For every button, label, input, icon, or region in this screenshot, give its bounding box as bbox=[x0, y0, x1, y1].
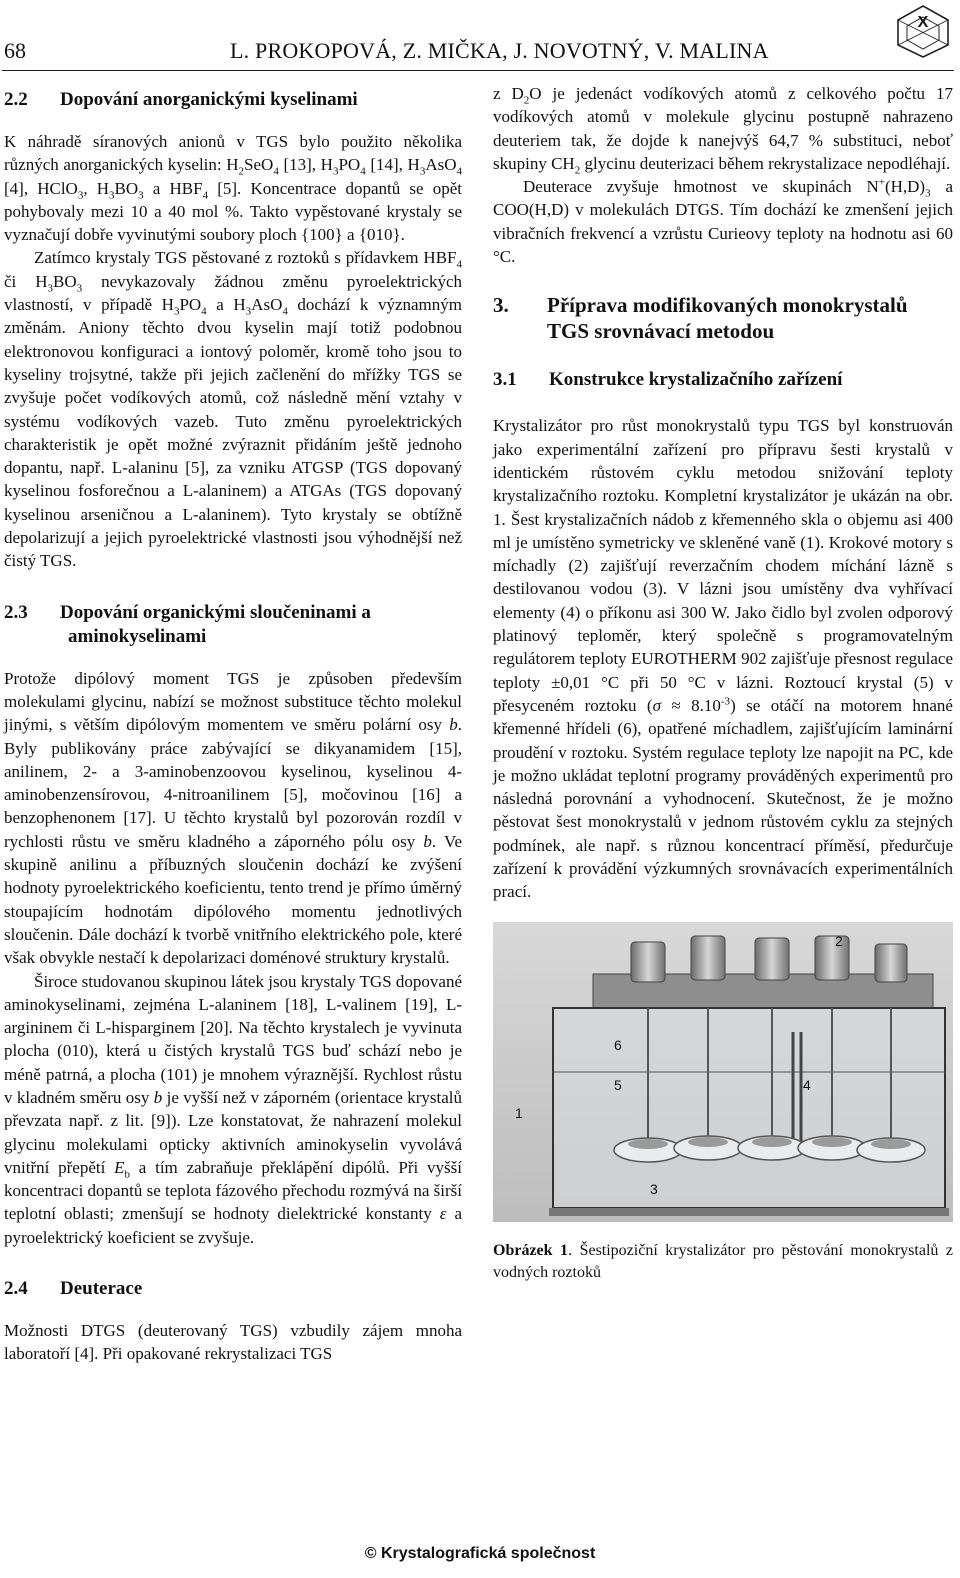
section-2-4-heading: 2.4 Deuterace bbox=[4, 1278, 143, 1300]
paragraph-pyroelectric-changes: Zatímco krystaly TGS pěstované z roztoků s přídavkem $HBF_4$ či $H_3BO_3$ nevykazovaly žádnou změnu pyroelektrických vlastností, v případě $H_3PO_4$ a $H_3AsO_4$ dochází k významným změnám. Aniony těchto dvou kyselin mají totiž podobnou elektronovou konfiguraci a iontový poloměr, kromě toho jsou to kyseliny trojsytné, takže při jejich začlenění do mřížky TGS se zvyšuje počet vodíkových atomů, což následně mění vztahy v systému vodíkových vazeb. Tuto změnu pyroelektrických charakteristik je opět možné zvýraznit přidáním ještě jednoho dopantu, např. L-alaninu [5], za vzniku ATGSP (TGS dopovaný kyselinou fosforečnou a L-alaninem) a ATGAs (TGS dopovaný kyselinou arseničnou a L-alaninem). Tyto krystaly se obtížně depolarizují a jejich pyroelektrické vlastnosti jsou výhodnější než čistý TGS. bbox=[4, 248, 462, 571]
figure-label-4: 4 bbox=[803, 1076, 811, 1093]
section-3-1-heading: 3.1 Konstrukce krystalizačního zařízení bbox=[493, 369, 843, 391]
section-3-heading: 3. Příprava modifikovaných monokrystalů TGS srovnávací metodou bbox=[493, 293, 908, 344]
svg-text:X: X bbox=[917, 14, 929, 31]
section-2-2-heading: 2.2 Dopování anorganickými kyselinami bbox=[4, 89, 358, 110]
paragraph-amino-acids: Široce studovanou skupinou látek jsou krystaly TGS dopované aminokyselinami, zejména L-alaninem [18], L-valinem [19], L-argininem či L-hisparginem [20]. Na těchto krystalech je vyvinuta plocha (010), která u čistých krystalů TGS buď schází nebo je méně patrná, a plocha (101) je mnohem výraznější. Rychlost růstu v kladném směru osy b je vyšší než v záporném (orientace krystalů převzata např. z lit. [9]). Lze konstatovat, že nahrazení molekul glycinu molekulami opticky aktivních aminokyselin vyvolává vnitřní přepětí $E_b$ a tím zabraňuje překlápění dipólů. Při vyšší koncentraci dopantů se teplota fázového přechodu rozmývá na širší teplotní oblasti; zmenšují se hodnoty dielektrické konstanty ε a pyroelektrický koeficient se zvyšuje. bbox=[4, 971, 463, 1247]
paragraph-crystallizer: Krystalizátor pro růst monokrystalů typu TGS byl konstruován jako experimentální zařízení pro přípravu šesti krystalů v identickém růstovém cyklu metodou snižování teploty krystalizačního roztoku. Kompletní krystalizátor je ukázán na obr. 1. Šest krystalizačních nádob z křemenného skla o objemu asi 400 ml je umístěno symetricky ve skleněné vaně (1). Krokové motory s míchadly (2) zajišťují reverzačním chodem míchání lázně s destilovanou vodou (3). V lázni jsou umístěny dva vyhřívací elementy (4) o příkonu asi 300 W. Jako čidlo byl zvolen odporový platinový teploměr, který společně s programovatelným regulátorem teploty EUROTHERM 902 zajišťuje přesnost regulace teploty ±0,01 °C při 50 °C v lázni. Roztoucí krystal (5) v přesyceném roztoku $(\sigma \approx 8.10^{-3})$ se otáčí na motorem hnané křemenné hřídeli (6), opatřené míchadlem, zajišťujícím laminární proudění v roztoku. Systém regulace teploty lze napojit na PC, kde je možno ukládat teplotní programy prováděných experimentů pro následná porovnání a vyhodnocení. Skutečnost, že je možno pěstovat šest monokrystalů v jednom růstovém cyklu za stejných podmínek, ale např. s různou koncentrací příměsí, předurčuje zařízení k provádění výzkumných srovnávacích experimentálních prací. bbox=[493, 416, 953, 902]
figure-label-3: 3 bbox=[650, 1180, 658, 1197]
paragraph-inorganic-acids: K náhradě síranových anionů v TGS bylo použito několika různých anorganických kyselin: $H_2SeO_4$ [13], $H_3PO_4$ [14], $H_3AsO_4$ [4], HClO$_3$, $H_3BO_3$ a $HBF_4$ [5]. Koncentrace dopantů se opět pohybovaly mezi 10 a 40 mol %. Takto vypěstované krystaly se vyznačují dobře vyvinutými soubory ploch {100} a {010}. bbox=[4, 132, 463, 245]
right-column bbox=[493, 82, 953, 1284]
journal-logo-icon bbox=[893, 3, 953, 59]
paragraph-deuteration-cont: z $D_2O$ je jedenáct vodíkových atomů z celkového počtu 17 vodíkových atomů v molekule glycinu postupně nahrazeno deuteriem tak, že dojde k nanejvýš 64,7 % substituci, neboť skupiny $CH_2$ glycinu deuterizaci během rekrystalizace nepodléhají. bbox=[493, 84, 953, 177]
paragraph-deuteration-mass: Deuterace zvyšuje hmotnost ve skupinách $N^+(H,D)_3$ a COO(H,D) v molekulách DTGS. Tím dochází ke zmenšení jejich vibračních frekvencí a vzrůstu Curieovy teploty na hodnotu asi 60 °C. bbox=[493, 176, 953, 267]
figure-label-6: 6 bbox=[614, 1036, 622, 1053]
figure-label-1: 1 bbox=[515, 1104, 523, 1121]
section-2-3-heading: 2.3 Dopování organickými sloučeninami a aminokyselinami bbox=[4, 601, 371, 647]
running-header-authors: L. PROKOPOVÁ, Z. MIČKA, J. NOVOTNÝ, V. MALINA bbox=[230, 38, 769, 63]
figure-label-2: 2 bbox=[835, 932, 843, 949]
figure-crystallizer-photo bbox=[493, 922, 953, 1222]
page-number: 68 bbox=[4, 38, 26, 63]
figure-label-5: 5 bbox=[614, 1076, 622, 1093]
paragraph-organic-compounds: Protože dipólový moment TGS je způsoben především molekulami glycinu, nabízí se možnost substituce těchto molekul jinými, s větším dipólovým momentem ve směru polární osy b. Byly publikovány práce zabývající se dikyanamidem [15], anilinem, 2- a 3-aminobenzoovou kyselinou, kyselinou 4-aminobenzensírovou, 4-nitroanilinem [5], močovinou [16] a benzophenonem [17]. U těchto krystalů byl pozorován rozdíl v rychlosti růstu ve směru kladného a záporného pólu osy b. Ve skupině anilinu a příbuzných sloučenin dochází ke zvýšení hodnoty pyroelektrického koeficientu, tento trend je přímo úměrný stoupajícím hodnotám dipólového momentu jednotlivých sloučenin. Dále dochází k tvorbě vnitřního elektrického pole, které však obvykle nestačí k depolarizaci doménové struktury krystalů. bbox=[4, 668, 462, 968]
left-column bbox=[4, 82, 462, 1366]
paragraph-deuteration-intro: Možnosti DTGS (deuterovaný TGS) vzbudily zájem mnoha laboratoří [4]. Při opakované rekrystalizaci TGS bbox=[4, 1321, 462, 1364]
figure-caption: Obrázek 1. Šestipoziční krystalizátor pro pěstování monokrystalů z vodných roztoků bbox=[493, 1241, 954, 1281]
page-footer: © Krystalografická společnost bbox=[364, 1545, 596, 1562]
header-rule bbox=[2, 70, 954, 71]
